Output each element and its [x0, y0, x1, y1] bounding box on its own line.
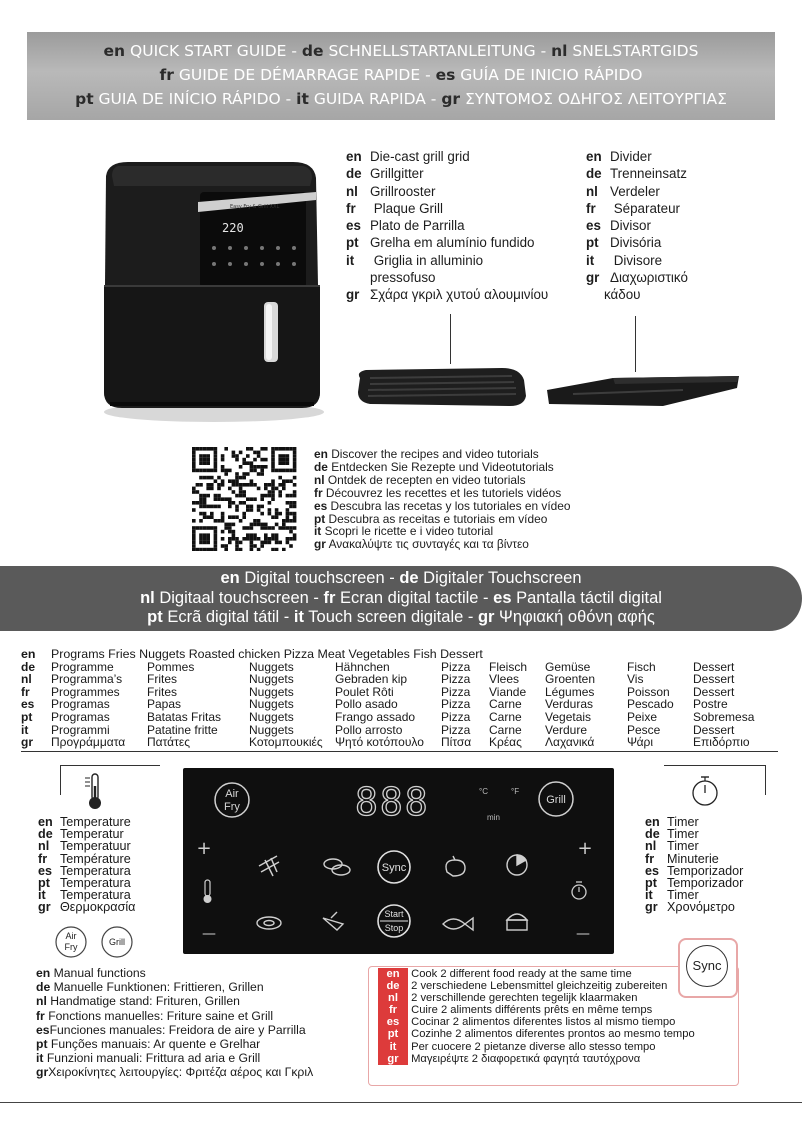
program-cell: Pommes	[147, 659, 195, 674]
svg-text:Sync: Sync	[381, 862, 407, 874]
air-fry-button[interactable]	[215, 783, 249, 817]
programs-table: en Programs Fries Nuggets Roasted chicken Pizza Meat Vegetables Fish Dessert de Programme Pommes Nuggets Hähnchen Pizza Fleisch Gemüse Fisch Dessert nl Programma’s Frites Nuggets Gebraden kip Pizza Vlees Groenten Vis Dessert fr Programmes Frites Nuggets Poulet Rôti Pizza Viande Légumes Poisson Dessert es Programas Papas Nuggets Pollo asado Pizza Carne Verduras Pescado Postre pt Programas Batatas Fritas Nuggets Frango assado Pizza Carne Vegetais Peixe Sobremesa it Programmi Patatine fritte Nuggets Pollo arrosto Pizza Carne Verdure Pesce Dessert gr Προγράμματα Πατάτες Κοτομπουκιές Ψητό κοτόπουλο Πίτσα Κρέας Λαχανικά Ψάρι Επιδόρπιο	[21, 647, 755, 750]
program-cell: Nuggets	[249, 672, 294, 687]
program-cell: Verduras	[545, 697, 594, 712]
svg-text:Fry: Fry	[224, 801, 240, 813]
program-cell: Κοτομπουκιές	[249, 735, 323, 750]
language-code: es	[21, 697, 35, 712]
temp-minus-button[interactable]: —	[202, 926, 216, 942]
program-cell: Verdure	[545, 722, 588, 737]
meat-program-icon[interactable]	[257, 917, 281, 929]
sync-button[interactable]	[378, 851, 410, 883]
manual-icons	[52, 924, 138, 960]
program-cell: Postre	[693, 697, 728, 712]
section-divider	[21, 751, 778, 752]
device-brand-label: Easy Fry & Grill XXL	[230, 204, 280, 210]
temperature-rule	[60, 765, 160, 766]
temp-plus-button[interactable]: +	[196, 838, 212, 859]
program-cell: Επιδόρπιο	[693, 735, 750, 750]
program-cell: Batatas Fritas	[147, 709, 222, 724]
sync-badge: Sync	[686, 945, 728, 987]
qr-code[interactable]	[192, 447, 300, 551]
program-cell: Programmi	[51, 722, 110, 737]
air-fry-icon	[56, 927, 86, 957]
program-cell: Sobremesa	[693, 709, 755, 724]
timer-icon	[688, 774, 722, 808]
program-cell: Patatine fritte	[147, 722, 218, 737]
language-code: fr	[21, 684, 30, 699]
header-line: pt GUIA DE INÍCIO RÁPIDO - it GUIDA RAPIDA - gr ΣΥΝΤΟΜΟΣ ΟΔΗΓΟΣ ΛΕΙΤΟΥΡΓΙΑΣ	[75, 90, 727, 108]
time-minus-button[interactable]: —	[576, 926, 590, 942]
unit-minutes: min	[487, 813, 500, 822]
program-cell: Dessert	[693, 684, 735, 699]
program-cell: Programas	[51, 709, 110, 724]
program-cell: Nuggets	[249, 684, 294, 699]
program-cell: Vegetais	[545, 709, 592, 724]
programs-row	[21, 711, 754, 724]
grill-button[interactable]	[539, 782, 573, 816]
program-cell: Pescado	[627, 697, 674, 712]
program-cell: Vis	[627, 672, 644, 687]
grill-grid-leader	[450, 314, 451, 364]
roasted-chicken-program-icon[interactable]	[446, 856, 465, 876]
program-cell: Viande	[489, 684, 527, 699]
language-code: de	[21, 659, 36, 674]
program-cell: Pollo arrosto	[335, 722, 403, 737]
program-cell: Frango assado	[335, 709, 416, 724]
program-cell: Προγράμματα	[51, 735, 126, 750]
time-plus-button[interactable]: +	[577, 838, 593, 859]
program-cell: Pollo asado	[335, 697, 398, 712]
program-cell: Pizza	[441, 722, 471, 737]
program-cell: Ψητό κοτόπουλο	[335, 735, 424, 750]
sync-list: en Cook 2 different food ready at the same time de 2 verschiedene Lebensmittel gleichzeitig zubereiten nl 2 verschillende gerechten tegelijk klaarmaken fr Cuire 2 aliments différents prêts en même temps es Cocinar 2 alimentos diferentes listos al mismo tiempo pt Cozinhe 2 alimentos diferentes prontos ao mesmo tempo it Per cuocere 2 pietanze diverse allo stesso tempo gr Μαγειρέψτε 2 διαφορετικά φαγητά ταυτόχρονα	[378, 968, 695, 1065]
thermometer-icon	[84, 772, 106, 812]
unit-celsius: °C	[479, 787, 488, 796]
program-cell: Dessert	[693, 722, 735, 737]
programs-row	[21, 673, 754, 686]
program-cell: Poulet Rôti	[335, 684, 394, 699]
display-digits: 888	[355, 780, 430, 824]
air-fryer-image	[88, 156, 334, 424]
temperature-list: en Temperature de Temperatur nl Temperatuur fr Température es Temperatura pt Temperatura it Temperatura gr Θερμοκρασία	[38, 815, 136, 915]
svg-text:Grill: Grill	[546, 794, 566, 806]
svg-text:Start: Start	[384, 909, 404, 919]
timer-list: en Timer de Timer nl Timer fr Minuterie es Temporizador pt Temporizador it Timer gr Χρονόμετρο	[645, 815, 744, 915]
grill-grid-list: en Die-cast grill grid de Grillgitter nl Grillrooster fr Plaque Grill es Plato de Parrilla pt Grelha em alumínio fundido it Griglia in alluminio pressofuso gr Σχάρα γκριλ χυτού αλουμινίου	[346, 149, 549, 303]
program-cell: Carne	[489, 722, 522, 737]
pizza-program-icon[interactable]	[507, 855, 527, 875]
svg-text:Grill: Grill	[109, 937, 125, 947]
program-cell: Nuggets	[249, 709, 294, 724]
program-cell: Vlees	[489, 672, 520, 687]
program-cell: Dessert	[693, 659, 735, 674]
touch-panel-graphics	[183, 768, 614, 954]
program-cell: Carne	[489, 697, 522, 712]
nuggets-program-icon[interactable]	[324, 859, 350, 875]
program-cell: Nuggets	[249, 697, 294, 712]
panel-thermometer-icon	[204, 880, 212, 903]
divider-image	[543, 370, 743, 416]
manual-functions-list: en Manual functions de Manuelle Funktionen: Frittieren, Grillen nl Handmatige stand: Frituren, Grillen fr Fonctions manuelles: Friture saine et Grill esFunciones manuales: Freidora de aire y Parrilla pt Funções manuais: Ar quente e Grelhar it Funzioni manuali: Frittura ad aria e Grill grΧειροκίνητες λειτουργίες: Φριτέζα αέρος και Γκριλ	[36, 966, 314, 1080]
language-code: pt	[21, 709, 33, 724]
timer-rule	[664, 765, 766, 766]
fish-program-icon[interactable]	[443, 918, 473, 930]
touchscreen-banner: en Digital touchscreen - de Digitaler Touchscreen nl Digitaal touchscreen - fr Ecran digital tactile - es Pantalla táctil digital pt Ecrã digital tátil - it Touch screen digitale - gr Ψηφιακή οθόνη αφής	[0, 566, 802, 631]
program-cell: Poisson	[627, 684, 670, 699]
svg-text:Stop: Stop	[384, 923, 404, 933]
program-cell: Nuggets	[249, 722, 294, 737]
program-cell: Programmes	[51, 684, 120, 699]
program-cell: Dessert	[693, 672, 735, 687]
svg-text:Fry: Fry	[64, 942, 78, 952]
program-cell: Κρέας	[489, 735, 522, 750]
footer-rule	[0, 1102, 802, 1103]
programs-row	[21, 736, 754, 749]
fries-program-icon[interactable]	[259, 856, 279, 876]
program-cell: Nuggets	[249, 659, 294, 674]
vegetables-program-icon[interactable]	[323, 912, 343, 930]
program-cell: Pizza	[441, 697, 471, 712]
panel-timer-icon	[572, 882, 586, 899]
divider-list: en Divider de Trenneinsatz nl Verdeler fr Séparateur es Divisor pt Divisória it Divisore gr Διαχωριστικό κάδου	[586, 149, 688, 303]
header-line: fr GUIDE DE DÉMARRAGE RAPIDE - es GUÍA DE INICIO RÁPIDO	[159, 66, 643, 84]
program-cell: Programma’s	[51, 672, 123, 687]
program-cell: Carne	[489, 709, 522, 724]
program-cell: Ψάρι	[627, 735, 653, 750]
dessert-program-icon[interactable]	[507, 914, 527, 930]
divider-leader	[635, 316, 636, 372]
language-code: gr	[21, 735, 33, 750]
program-cell: Pizza	[441, 709, 471, 724]
touch-panel	[183, 768, 614, 954]
header-line: en QUICK START GUIDE - de SCHNELLSTARTANLEITUNG - nl SNELSTARTGIDS	[103, 42, 699, 60]
timer-rule	[765, 765, 766, 795]
language-code: it	[21, 722, 29, 737]
device-display-value: 220	[222, 221, 244, 235]
temperature-rule	[60, 765, 61, 795]
program-cell: Πίτσα	[441, 735, 472, 750]
program-cell: Hähnchen	[335, 659, 390, 674]
program-cell: Papas	[147, 697, 182, 712]
program-cell: Gebraden kip	[335, 672, 408, 687]
program-cell: Pizza	[441, 672, 471, 687]
program-cell: Fisch	[627, 659, 656, 674]
program-cell: Groenten	[545, 672, 596, 687]
program-cell: Λαχανικά	[545, 735, 595, 750]
header-banner	[27, 32, 775, 120]
unit-fahrenheit: °F	[511, 787, 520, 796]
program-cell: Pesce	[627, 722, 661, 737]
program-cell: Pizza	[441, 659, 471, 674]
svg-text:Air: Air	[225, 788, 239, 800]
svg-text:Air: Air	[65, 931, 77, 941]
program-cell: Programme	[51, 659, 114, 674]
grill-grid-image	[352, 364, 530, 410]
program-cell: Pizza	[441, 684, 471, 699]
program-cell: Frites	[147, 672, 177, 687]
grill-icon	[102, 927, 132, 957]
program-cell: Peixe	[627, 709, 658, 724]
program-cell: Frites	[147, 684, 177, 699]
recipes-list: en Discover the recipes and video tutorials de Entdecken Sie Rezepte und Videotutorials nl Ontdek de recepten en video tutorials fr Découvrez les recettes et les tutoriels vidéos es Descubra las recetas y los tutoriales en vídeo pt Descubra as receitas e tutoriais em vídeo it Scopri le ricette e i video tutorial gr Ανακαλύψτε τις συνταγές και τα βίντεο	[314, 447, 571, 552]
language-code: nl	[21, 672, 32, 687]
program-cell: Légumes	[545, 684, 595, 699]
program-cell: Programas	[51, 697, 110, 712]
program-cell: Fleisch	[489, 659, 528, 674]
start-stop-button[interactable]	[378, 905, 410, 937]
program-cell: Gemüse	[545, 659, 591, 674]
program-cell: Πατάτες	[147, 735, 190, 750]
